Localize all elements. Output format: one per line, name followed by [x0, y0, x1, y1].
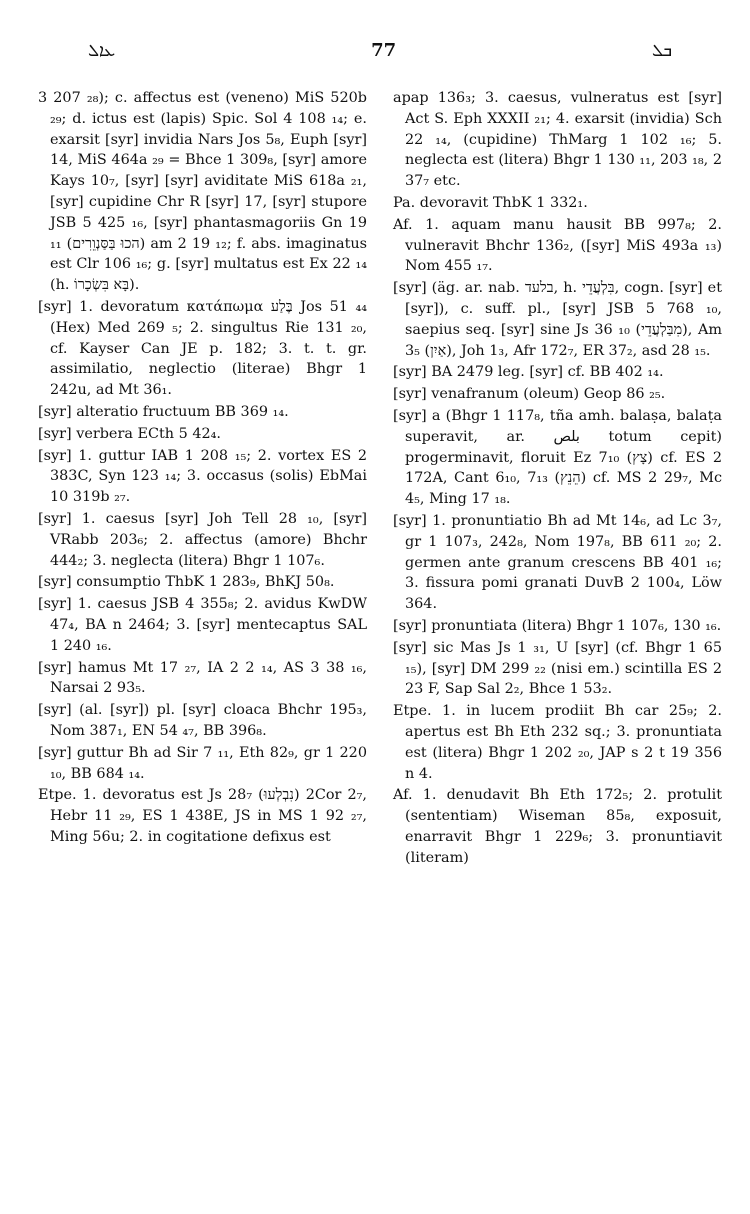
dictionary-entry: Af. 1. denudavit Bh Eth 172₅; 2. protulit (sententiam) Wiseman 85₈, exposuit, enarravit Bhgr 1 229₆; 3. pronuntiavit (literam) [393, 787, 722, 866]
dictionary-entry: [syr] guttur Bh ad Sir 7 ₁₁, Eth 82₉, gr 1 220 ₁₀, BB 684 ₁₄. [38, 744, 367, 782]
dictionary-entry: [syr] 1. pronuntiatio Bh ad Mt 14₆, ad Lc 3₇, gr 1 107₃, 242₈, Nom 197₈, BB 611 ₂₀; 2. germen ante granum crescens BB 401 ₁₆; 3. fissura pomi granati DuvB 2 100₄, Löw 364. [393, 512, 722, 613]
dictionary-entry: Etpe. 1. in lucem prodiit Bh car 25₉; 2. apertus est Bh Eth 232 sq.; 3. pronuntiata est (litera) Bhgr 1 202 ₂₀, JAP s 2 t 19 356 n 4. [393, 703, 722, 782]
dictionary-entry: [syr] pronuntiata (litera) Bhgr 1 107₆, 130 ₁₆. [393, 617, 722, 634]
dictionary-entry: apap 136₃; 3. caesus, vulneratus est [syr] Act S. Eph XXXII ₂₁; 4. exarsit (invidia) Sch 22 ₁₄, (cupidine) ThMarg 1 102 ₁₆; 5. neglecta est (litera) Bhgr 1 130 ₁₁, 203 ₁₈, 2 37₇ etc. [393, 90, 722, 190]
dictionary-entry: [syr] 1. caesus [syr] Joh Tell 28 ₁₀, [syr] VRabb 203₆; 2. affectus (amore) Bhchr 444₂; 3. neglecta (litera) Bhgr 1 107₆. [38, 510, 367, 569]
dictionary-entry: [syr] alteratio fructuum BB 369 ₁₄. [38, 403, 289, 420]
dictionary-entry: [syr] 1. devoratum κατάπωμα בֶּלַע Jos 51 ₄₄ (Hex) Med 269 ₅; 2. singultus Rie 131 ₂₀, cf. Kayser Can JE p. 182; 3. t. t. gr. assimilatio, neglectio (literae) Bhgr 1 242u, ad Mt 36₁. [38, 298, 367, 399]
dictionary-entry: 3 207 ₂₈); c. affectus est (veneno) MiS 520b ₂₉; d. ictus est (lapis) Spic. Sol 4 108 ₁₄; e. exarsit [syr] invidia Nars Jos 5₈, Euph [syr] 14, MiS 464a ₂₉ = Bhce 1 309₈, [syr] amore Kays 10₇, [syr] [syr] aviditate MiS 618a ₂₁, [syr] cupidine Chr R [syr] 17, [syr] stupore JSB 5 425 ₁₆, [syr] phantasmagoriis Gn 19 ₁₁ (הכוּ בַּסַּנְוֵרִים) am 2 19 ₁₂; f. abs. imaginatus est Clr 106 ₁₆; g. [syr] multatus est Ex 22 ₁₄ (h. בָּא בִּשְׂכָרוֹ). [38, 90, 368, 294]
dictionary-entry: Af. 1. aquam manu hausit BB 997₈; 2. vulneravit Bhchr 136₂, ([syr] MiS 493a ₁₃) Nom 455 ₁₇. [393, 216, 722, 275]
page-header [38, 40, 722, 76]
dictionary-entry: [syr] 1. guttur IAB 1 208 ₁₅; 2. vortex ES 2 383C, Syn 123 ₁₄; 3. occasus (solis) EbMai 10 319b ₂₇. [38, 447, 367, 506]
dictionary-entry: [syr] 1. caesus JSB 4 355₈; 2. avidus KwDW 47₄, BA n 2464; 3. [syr] mentecaptus SAL 1 240 ₁₆. [38, 596, 367, 654]
dictionary-entry: [syr] sic Mas Js 1 ₃₁, U [syr] (cf. Bhgr 1 65 ₁₅), [syr] DM 299 ₂₂ (nisi em.) scintilla ES 2 23 F, Sap Sal 2₂, Bhce 1 53₂. [393, 639, 722, 698]
header-right-syriac: ܒܠ [652, 41, 672, 61]
dictionary-entry: [syr] a (Bhgr 1 117₈, tña amh. balaṣa, balaṭa superavit, ar. بلص totum cepit) progerminavit, floruit Ez 7₁₀ (צָץ) cf. ES 2 172A, Cant 6₁₀, 7₁₃ (הֵנֵץ) cf. MS 2 29₇, Mc 4₅, Ming 17 ₁₈. [393, 407, 722, 508]
left-column [38, 88, 367, 869]
dictionary-entry: Etpe. 1. devoratus est Js 28₇ (נִבְלְעוּ) 2Cor 2₇, Hebr 11 ₂₉, ES 1 438E, JS in MS 1 92 ₂₇, Ming 56u; 2. in cogitatione defixus est [38, 787, 367, 845]
dictionary-entry: Pa. devoravit ThbK 1 332₁. [393, 194, 588, 211]
dictionary-entry: [syr] (al. [syr]) pl. [syr] cloaca Bhchr 195₃, Nom 387₁, EN 54 ₄₇, BB 396₈. [38, 702, 367, 739]
dictionary-entry: [syr] venafranum (oleum) Geop 86 ₂₅. [393, 386, 666, 403]
right-column [393, 88, 722, 869]
dictionary-entry: [syr] BA 2479 leg. [syr] cf. BB 402 ₁₄. [393, 364, 664, 381]
page-number: 77 [371, 40, 397, 61]
two-column-body [38, 88, 722, 869]
dictionary-entry: [syr] verbera ECth 5 42₄. [38, 425, 222, 442]
header-left-syriac: ܥܐܠ [88, 41, 116, 61]
dictionary-entry: [syr] (äg. ar. nab. בלעד, h. בִּלְעֲדֵי, cogn. [syr] et [syr]), c. suff. pl., [syr] JSB 5 768 ₁₀, saepius seq. [syr] sine Js 36 ₁₀ (מִבַּלְעֲדֵי), Am 3₅ (אַיִן), Joh 1₃, Afr 172₇, ER 37₂, asd 28 ₁₅. [393, 280, 723, 359]
dictionary-entry: [syr] consumptio ThbK 1 283₉, BhKJ 50₈. [38, 574, 335, 591]
dictionary-entry: [syr] hamus Mt 17 ₂₇, IA 2 2 ₁₄, AS 3 38 ₁₆, Narsai 2 93₅. [38, 659, 367, 697]
